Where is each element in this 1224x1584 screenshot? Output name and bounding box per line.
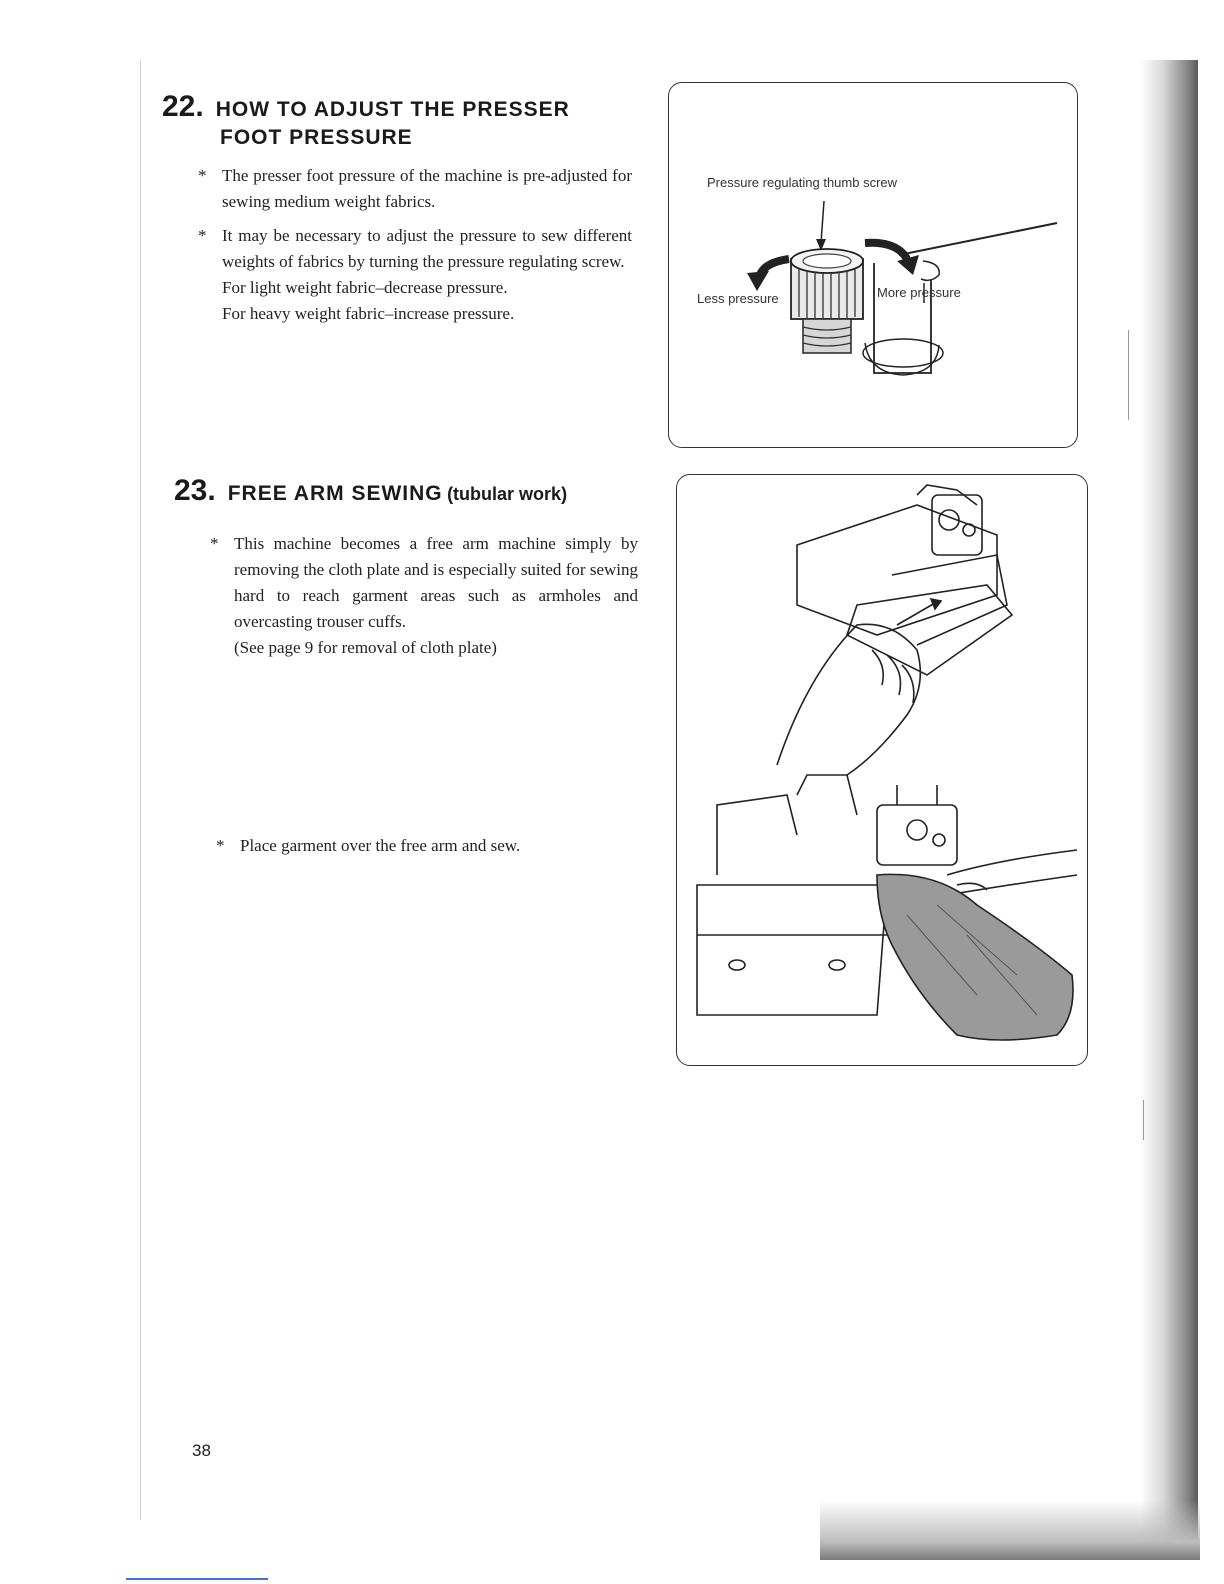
- section-title-line2: FOOT PRESSURE: [220, 126, 413, 149]
- section-subtitle: (tubular work): [447, 484, 568, 504]
- section-title: FREE ARM SEWING: [227, 482, 443, 505]
- label-more-pressure: More pressure: [877, 285, 961, 300]
- scan-edge-left: [140, 60, 141, 1520]
- section-22-heading: [162, 90, 570, 150]
- scan-shadow-bottom: [820, 1500, 1200, 1560]
- bullet-text: This machine becomes a free arm machine simply by removing the cloth plate and is especially suited for sewing hard to reach garment areas such as armholes and overcasting trouser cuffs.: [234, 534, 638, 631]
- bullet-text: It may be necessary to adjust the pressure to sew different weights of fabrics by turning the pressure regulating screw.: [222, 226, 632, 271]
- scan-edge-mark: [1143, 1100, 1144, 1140]
- bullet-symbol: *: [216, 836, 225, 855]
- bullet-note: (See page 9 for removal of cloth plate): [234, 638, 497, 657]
- bullet-symbol: *: [198, 166, 207, 185]
- bullet-place-garment: [216, 833, 640, 859]
- thumb-screw-drawing: [669, 83, 1077, 447]
- pressure-screw-illustration: [668, 82, 1078, 448]
- section-number: 23.: [174, 474, 216, 507]
- section-23-heading: [174, 474, 567, 508]
- scan-shadow-right: [1140, 60, 1198, 1540]
- section-title: HOW TO ADJUST THE PRESSER: [215, 98, 570, 121]
- bullet-free-arm: [210, 531, 638, 661]
- section-number: 22.: [162, 90, 204, 123]
- free-arm-illustration: [676, 474, 1088, 1066]
- page-number: 38: [192, 1441, 211, 1460]
- bullet-text: The presser foot pressure of the machine is pre-adjusted for sewing medium weight fabrics.: [222, 166, 632, 211]
- bullet-symbol: *: [210, 534, 219, 553]
- scan-underline-artifact: [126, 1578, 268, 1580]
- bullet-preadjusted: [198, 163, 632, 215]
- bullet-text: Place garment over the free arm and sew.: [240, 836, 521, 855]
- scan-edge-mark: [1128, 330, 1129, 420]
- heavy-fabric-line: For heavy weight fabric–increase pressure.: [222, 304, 515, 323]
- label-thumb-screw: Pressure regulating thumb screw: [707, 175, 898, 190]
- bullet-symbol: *: [198, 226, 207, 245]
- label-less-pressure: Less pressure: [697, 291, 779, 306]
- light-fabric-line: For light weight fabric–decrease pressure.: [222, 278, 508, 297]
- bullet-adjust-pressure: [198, 223, 632, 327]
- free-arm-drawing: [677, 475, 1087, 1065]
